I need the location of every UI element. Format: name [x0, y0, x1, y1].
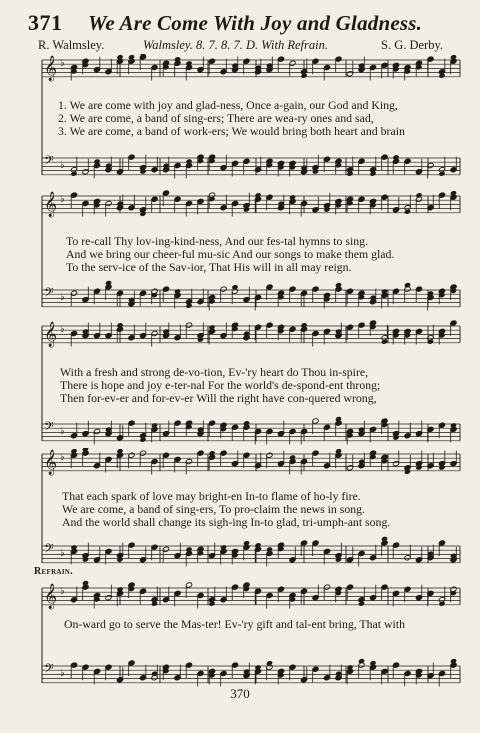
hymn-number: 371 — [28, 10, 63, 35]
lyric-line: To re-call Thy lov-ing-kind-ness, And our fes-tal hymns to sing. — [66, 234, 369, 248]
flat-icon: ♭ — [60, 548, 65, 559]
treble-staff — [42, 580, 460, 609]
bass-clef-icon: 𝄢 — [44, 285, 54, 303]
lyric-line: To the serv-ice of the Sav-ior, That His will in all may reign. — [66, 260, 352, 274]
music-composer: S. G. Derby. — [381, 38, 444, 52]
lyric-line: There is hope and joy e-ter-nal For the world's de-spond-ent throng; — [60, 378, 381, 392]
lyric-line: Then for-ev-er and for-ev-er Will the right have con-quered wrong, — [60, 391, 377, 405]
lyric-line: On-ward go to serve the Mas-ter! Ev-'ry gift and tal-ent bring, That with — [64, 617, 405, 631]
lyric-line: 1. We are come with joy and glad-ness, Once a-gain, our God and King, — [58, 98, 398, 112]
staff-pair — [36, 578, 464, 688]
lyric-line: 2. We are come, a band of sing-ers; There are wea-ry ones and sad, — [58, 111, 374, 125]
tune-meter: Walmsley. 8. 7. 8. 7. D. With Refrain. — [143, 38, 328, 52]
flat-icon: ♭ — [60, 324, 65, 335]
bass-staff — [42, 416, 460, 444]
treble-clef-icon: 𝄞 — [44, 450, 58, 475]
treble-staff — [42, 54, 460, 81]
flat-icon: ♭ — [60, 426, 65, 437]
treble-staff — [42, 320, 460, 347]
bass-staff — [42, 280, 460, 311]
treble-clef-icon: 𝄞 — [44, 322, 58, 347]
flat-icon: ♭ — [60, 452, 65, 463]
flat-icon: ♭ — [60, 586, 65, 597]
flat-icon: ♭ — [60, 668, 65, 679]
lyric-line: With a fresh and strong de-vo-tion, Ev-'ry heart do Thou in-spire, — [60, 365, 369, 379]
bass-clef-icon: 𝄢 — [44, 153, 54, 171]
bass-clef-icon: 𝄢 — [44, 419, 54, 437]
bass-clef-icon: 𝄢 — [44, 661, 54, 679]
lyric-line: And the world shall change its sigh-ing In-to glad, tri-umph-ant song. — [62, 515, 391, 529]
bass-staff — [42, 536, 460, 567]
lyric-line: We are come, a band of sing-ers, To pro-claim the news in song. — [62, 502, 365, 516]
treble-staff — [42, 448, 460, 475]
bass-staff — [42, 153, 460, 179]
refrain-label: Refrain. — [34, 566, 73, 577]
words-author: R. Walmsley. — [38, 38, 105, 52]
flat-icon: ♭ — [60, 160, 65, 171]
treble-clef-icon: 𝄞 — [44, 192, 58, 217]
bass-clef-icon: 𝄢 — [44, 541, 54, 559]
lyric-line: That each spark of love may bright-en In-to flame of ho-ly fire. — [62, 489, 361, 503]
page-number: 370 — [230, 686, 250, 701]
flat-icon: ♭ — [60, 292, 65, 303]
flat-icon: ♭ — [60, 194, 65, 205]
treble-clef-icon: 𝄞 — [44, 56, 58, 81]
treble-staff — [42, 190, 460, 217]
lyric-line: And we bring our cheer-ful mu-sic And our songs to make them glad. — [66, 247, 395, 261]
flat-icon: ♭ — [60, 58, 65, 69]
hymn-title: We Are Come With Joy and Gladness. — [88, 11, 423, 35]
bass-staff — [42, 658, 460, 686]
lyric-line: 3. We are come, a band of work-ers; We would bring both heart and brain — [58, 124, 405, 138]
treble-clef-icon: 𝄞 — [44, 584, 58, 609]
